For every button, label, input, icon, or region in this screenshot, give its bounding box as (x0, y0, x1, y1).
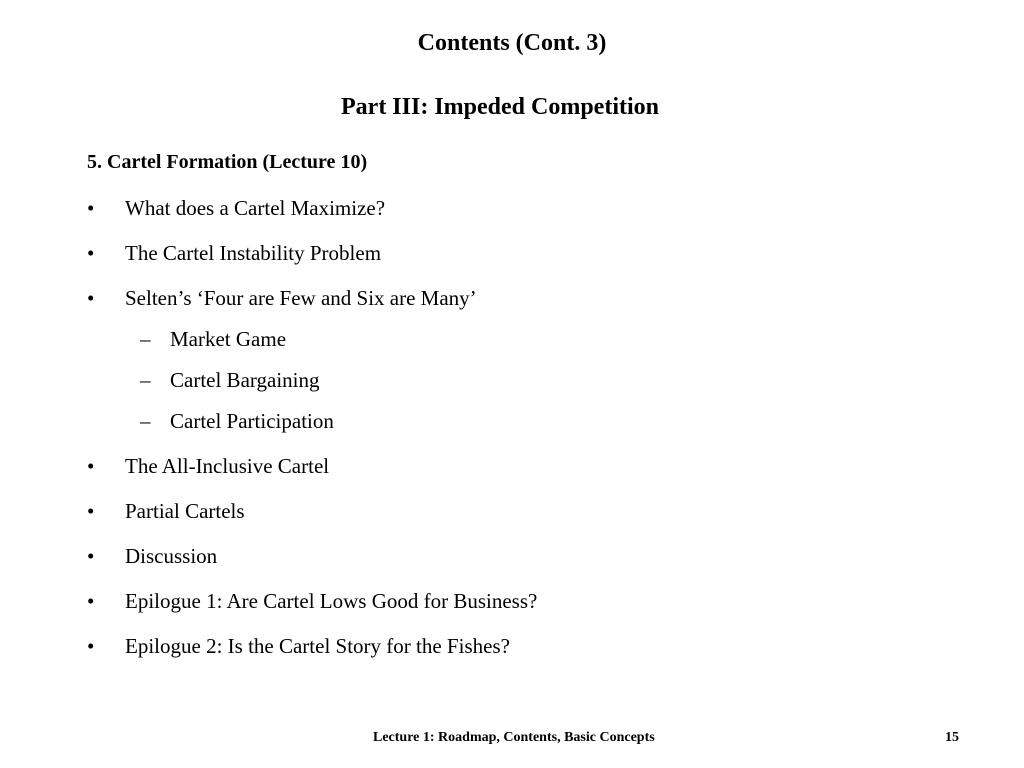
list-item-text: Partial Cartels (125, 499, 245, 523)
dash-icon: – (140, 409, 151, 433)
list-item-text: Epilogue 2: Is the Cartel Story for the Fishes? (125, 634, 510, 658)
sub-list-item-text: Market Game (170, 327, 287, 351)
slide-subtitle: Part III: Impeded Competition (341, 94, 659, 120)
section-heading: 5. Cartel Formation (Lecture 10) (87, 151, 368, 173)
bullet-icon: • (87, 499, 95, 523)
bullet-icon: • (87, 196, 95, 220)
bullet-icon: • (87, 286, 95, 310)
bullet-icon: • (87, 634, 95, 658)
list-item-text: What does a Cartel Maximize? (125, 196, 386, 220)
bullet-icon: • (87, 589, 95, 613)
list-item-text: Discussion (125, 544, 218, 568)
dash-icon: – (140, 368, 151, 392)
footer-lecture-title: Lecture 1: Roadmap, Contents, Basic Concepts (373, 730, 655, 745)
list-item-text: The Cartel Instability Problem (125, 241, 382, 265)
list-item-text: Selten’s ‘Four are Few and Six are Many’ (125, 286, 477, 310)
bullet-icon: • (87, 454, 95, 478)
sub-list-item-text: Cartel Bargaining (170, 368, 320, 392)
bullet-icon: • (87, 241, 95, 265)
list-item-text: Epilogue 1: Are Cartel Lows Good for Business? (125, 589, 538, 613)
bullet-icon: • (87, 544, 95, 568)
page-number: 15 (945, 730, 959, 745)
list-item-text: The All-Inclusive Cartel (125, 454, 330, 478)
slide-title: Contents (Cont. 3) (417, 30, 607, 56)
sub-list-item-text: Cartel Participation (170, 409, 334, 433)
dash-icon: – (140, 327, 151, 351)
